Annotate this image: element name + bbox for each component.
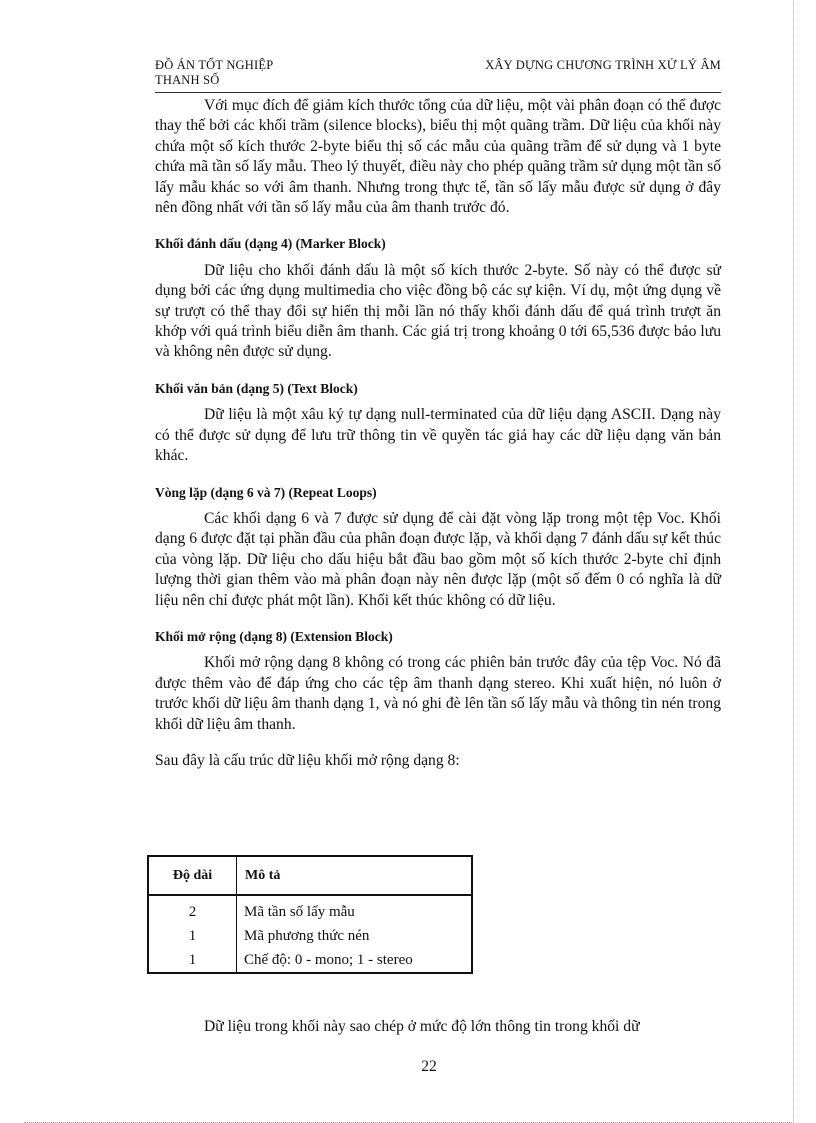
header-left-line2: THANH SỐ <box>155 73 220 87</box>
paragraph-silence-block: Với mục đích để giảm kích thước tổng của dữ liệu, một vài phân đoạn có thể được thay thế bởi các khối trầm (silence blocks), biểu thị một quãng trầm. Dữ liệu của khối này chứa một số kích thước 2-byte biểu thị số các mẫu của quãng trầm để sử dụng và 1 byte chứa mã tần số lấy mẫu. Theo lý thuyết, điều này cho phép quãng trầm sử dụng một tần số lấy mẫu khác so với âm thanh. Nhưng trong thực tế, tần số lấy mẫu được sử dụng ở đây nên đồng nhất với tần số lấy mẫu của âm thanh trước đó. <box>155 97 721 217</box>
header-left <box>155 58 273 88</box>
paragraph-text-block: Dữ liệu là một xâu ký tự dạng null-terminated của dữ liệu dạng ASCII. Dạng này có thể được sử dụng để lưu trữ thông tin về quyền tác giả hay các dữ liệu dạng văn bản khác. <box>155 406 721 465</box>
table-row <box>149 895 471 924</box>
cell-description: Mã phương thức nén <box>244 927 370 944</box>
heading-extension-block: Khối mở rộng (dạng 8) (Extension Block) <box>155 628 393 644</box>
body-content-tail <box>155 1017 721 1037</box>
page-header <box>155 58 721 93</box>
page-number: 22 <box>421 1058 437 1075</box>
paragraph-extension-block: Khối mở rộng dạng 8 không có trong các phiên bản trước đây của tệp Voc. Nó đã được thêm vào để đáp ứng cho các tệp âm thanh dạng stereo. Khi xuất hiện, nó luôn ở trước khối dữ liệu âm thanh dạng 1, và nó ghi đè lên tần số lấy mẫu và thông tin nén trong khối dữ liệu âm thanh. <box>155 654 721 733</box>
cell-length: 1 <box>149 948 237 972</box>
header-right: XÂY DỰNG CHƯƠNG TRÌNH XỬ LÝ ÂM <box>485 58 721 72</box>
cell-description: Mã tần số lấy mẫu <box>244 903 355 920</box>
heading-text-block: Khối văn bản (dạng 5) (Text Block) <box>155 380 358 396</box>
heading-marker-block: Khối đánh dấu (dạng 4) (Marker Block) <box>155 236 386 252</box>
body-content <box>155 96 721 771</box>
paragraph-marker-block: Dữ liệu cho khối đánh dấu là một số kích thước 2-byte. Số này có thể được sử dụng bởi các ứng dụng multimedia cho việc đồng bộ các sự kiện. Ví dụ, một ứng dụng về sự trượt có thể thay đổi sự hiển thị mỗi lần nó thấy khối đánh dấu để quá trình trượt ăn khớp với quá trình biểu diễn âm thanh. Các giá trị trong khoảng 0 tới 65,536 được bảo lưu và không nên được sử dụng. <box>155 261 721 361</box>
heading-repeat-loops: Vòng lặp (dạng 6 và 7) (Repeat Loops) <box>155 484 377 500</box>
paragraph-trailing: Dữ liệu trong khối này sao chép ở mức độ lớn thông tin trong khối dữ <box>204 1018 640 1035</box>
page-right-border <box>793 0 794 1123</box>
cell-description: Chế độ: 0 - mono; 1 - stereo <box>244 951 413 968</box>
paragraph-repeat-loops: Các khối dạng 6 và 7 được sử dụng để cài đặt vòng lặp trong một tệp Voc. Khối dạng 6 được đặt tại phần đầu của phân đoạn được lặp, và khối dạng 7 đánh dấu sự kết thúc của vòng lặp. Dữ liệu cho dấu hiệu bắt đầu bao gồm một số kích thước 2-byte chỉ định lượng thời gian thêm vào mà phân đoạn này nên được lặp (một số đếm 0 có nghĩa là dữ liệu nên chỉ được phát một lần). Khối kết thúc không có dữ liệu. <box>155 509 721 609</box>
table-row <box>149 924 471 948</box>
data-table <box>149 857 471 972</box>
cell-length: 2 <box>149 895 237 924</box>
header-length: Độ dài <box>149 857 237 895</box>
header-left-line1: ĐỒ ÁN TỐT NGHIỆP <box>155 58 274 72</box>
cell-length: 1 <box>149 924 237 948</box>
table-row <box>149 948 471 972</box>
paragraph-structure-intro: Sau đây là cấu trúc dữ liệu khối mở rộng dạng 8: <box>155 751 460 769</box>
header-description: Mô tả <box>237 857 472 895</box>
extension-block-table <box>147 855 473 974</box>
table-header-row <box>149 857 471 895</box>
